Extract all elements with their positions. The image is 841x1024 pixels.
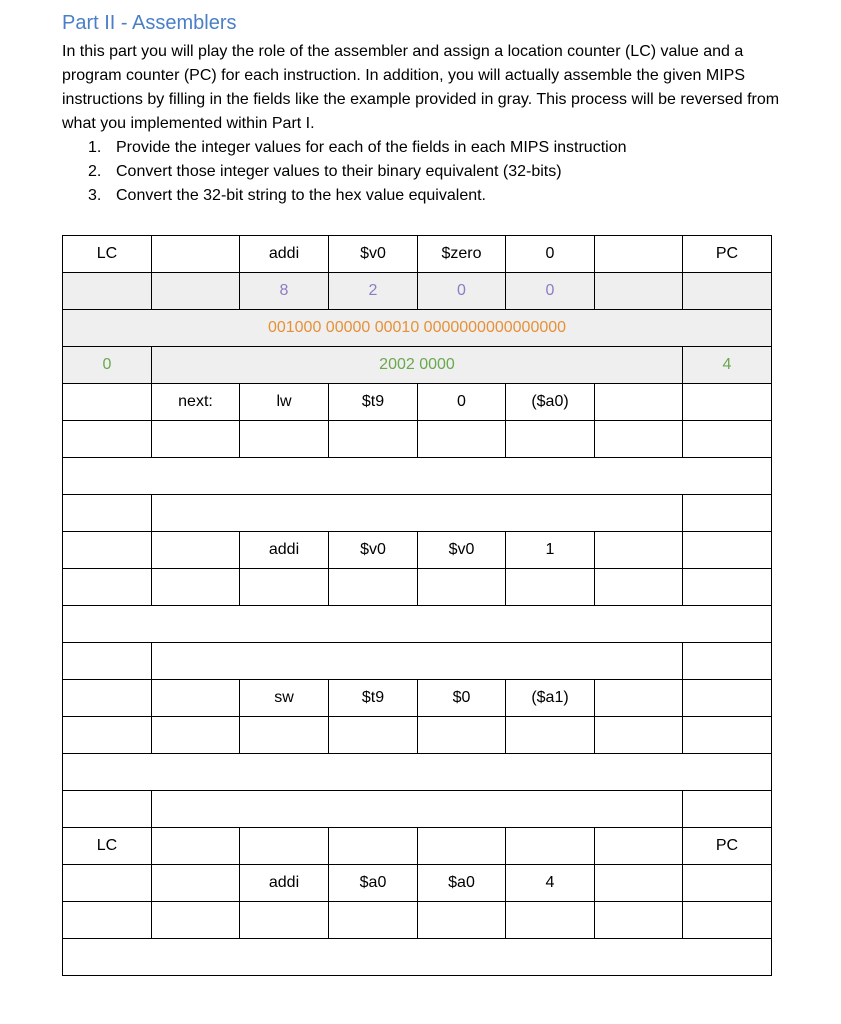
fields-row xyxy=(63,902,772,939)
lc-value: 0 xyxy=(63,347,152,384)
fields-row xyxy=(63,717,772,754)
field-value: 2 xyxy=(329,273,418,310)
example-hex-row xyxy=(63,347,772,384)
field-cell: $v0 xyxy=(329,532,418,569)
field-value: 8 xyxy=(240,273,329,310)
label-cell xyxy=(152,680,240,717)
instruction-row xyxy=(63,532,772,569)
assembler-table xyxy=(62,235,772,976)
field-cell: $t9 xyxy=(329,680,418,717)
hex-value: 2002 0000 xyxy=(152,347,683,384)
label-cell xyxy=(152,532,240,569)
field-value: 0 xyxy=(506,273,595,310)
field-cell: 0 xyxy=(418,384,506,421)
intro-paragraph: In this part you will play the role of the assembler and assign a location counter (LC) value and a program counter (PC) for each instruction. In addition, you will actually assemble the given MIPS instructions by filling in the fields like the example provided in gray. This process will be reversed from what you implemented within Part I. xyxy=(62,43,780,132)
field-cell: $zero xyxy=(418,236,506,273)
fields-row xyxy=(63,569,772,606)
label-cell: next: xyxy=(152,384,240,421)
hex-row xyxy=(63,643,772,680)
step-item: 1. Provide the integer values for each of the fields in each MIPS instruction xyxy=(88,139,627,156)
field-cell: $0 xyxy=(418,680,506,717)
op-cell: addi xyxy=(240,865,329,902)
header-row xyxy=(63,828,772,865)
example-fields-row xyxy=(63,273,772,310)
hex-row xyxy=(63,791,772,828)
steps-list xyxy=(88,136,627,208)
op-cell: lw xyxy=(240,384,329,421)
field-cell: $v0 xyxy=(329,236,418,273)
step-item: 3. Convert the 32-bit string to the hex value equivalent. xyxy=(88,187,486,204)
binary-value: 001000 00000 00010 0000000000000000 xyxy=(63,310,772,347)
example-binary-row xyxy=(63,310,772,347)
step-item: 2. Convert those integer values to their binary equivalent (32-bits) xyxy=(88,163,562,180)
pc-header: PC xyxy=(683,236,772,273)
field-cell: 1 xyxy=(506,532,595,569)
op-cell: addi xyxy=(240,532,329,569)
binary-row xyxy=(63,458,772,495)
label-cell xyxy=(152,865,240,902)
field-cell: 4 xyxy=(506,865,595,902)
pc-value: 4 xyxy=(683,347,772,384)
op-cell: addi xyxy=(240,236,329,273)
field-cell: $a0 xyxy=(418,865,506,902)
example-instruction-row xyxy=(63,236,772,273)
lc-header: LC xyxy=(63,828,152,865)
binary-row xyxy=(63,754,772,791)
field-cell: $v0 xyxy=(418,532,506,569)
section-heading: Part II - Assemblers xyxy=(62,12,237,34)
lc-header: LC xyxy=(63,236,152,273)
field-cell: $a0 xyxy=(329,865,418,902)
fields-row xyxy=(63,421,772,458)
field-cell xyxy=(595,236,683,273)
field-cell: $t9 xyxy=(329,384,418,421)
label-cell xyxy=(152,236,240,273)
hex-row xyxy=(63,495,772,532)
instruction-row xyxy=(63,680,772,717)
field-cell: ($a1) xyxy=(506,680,595,717)
binary-row xyxy=(63,939,772,976)
instruction-row xyxy=(63,865,772,902)
binary-row xyxy=(63,606,772,643)
field-value: 0 xyxy=(418,273,506,310)
pc-header: PC xyxy=(683,828,772,865)
field-cell: ($a0) xyxy=(506,384,595,421)
op-cell: sw xyxy=(240,680,329,717)
field-cell: 0 xyxy=(506,236,595,273)
instruction-row xyxy=(63,384,772,421)
